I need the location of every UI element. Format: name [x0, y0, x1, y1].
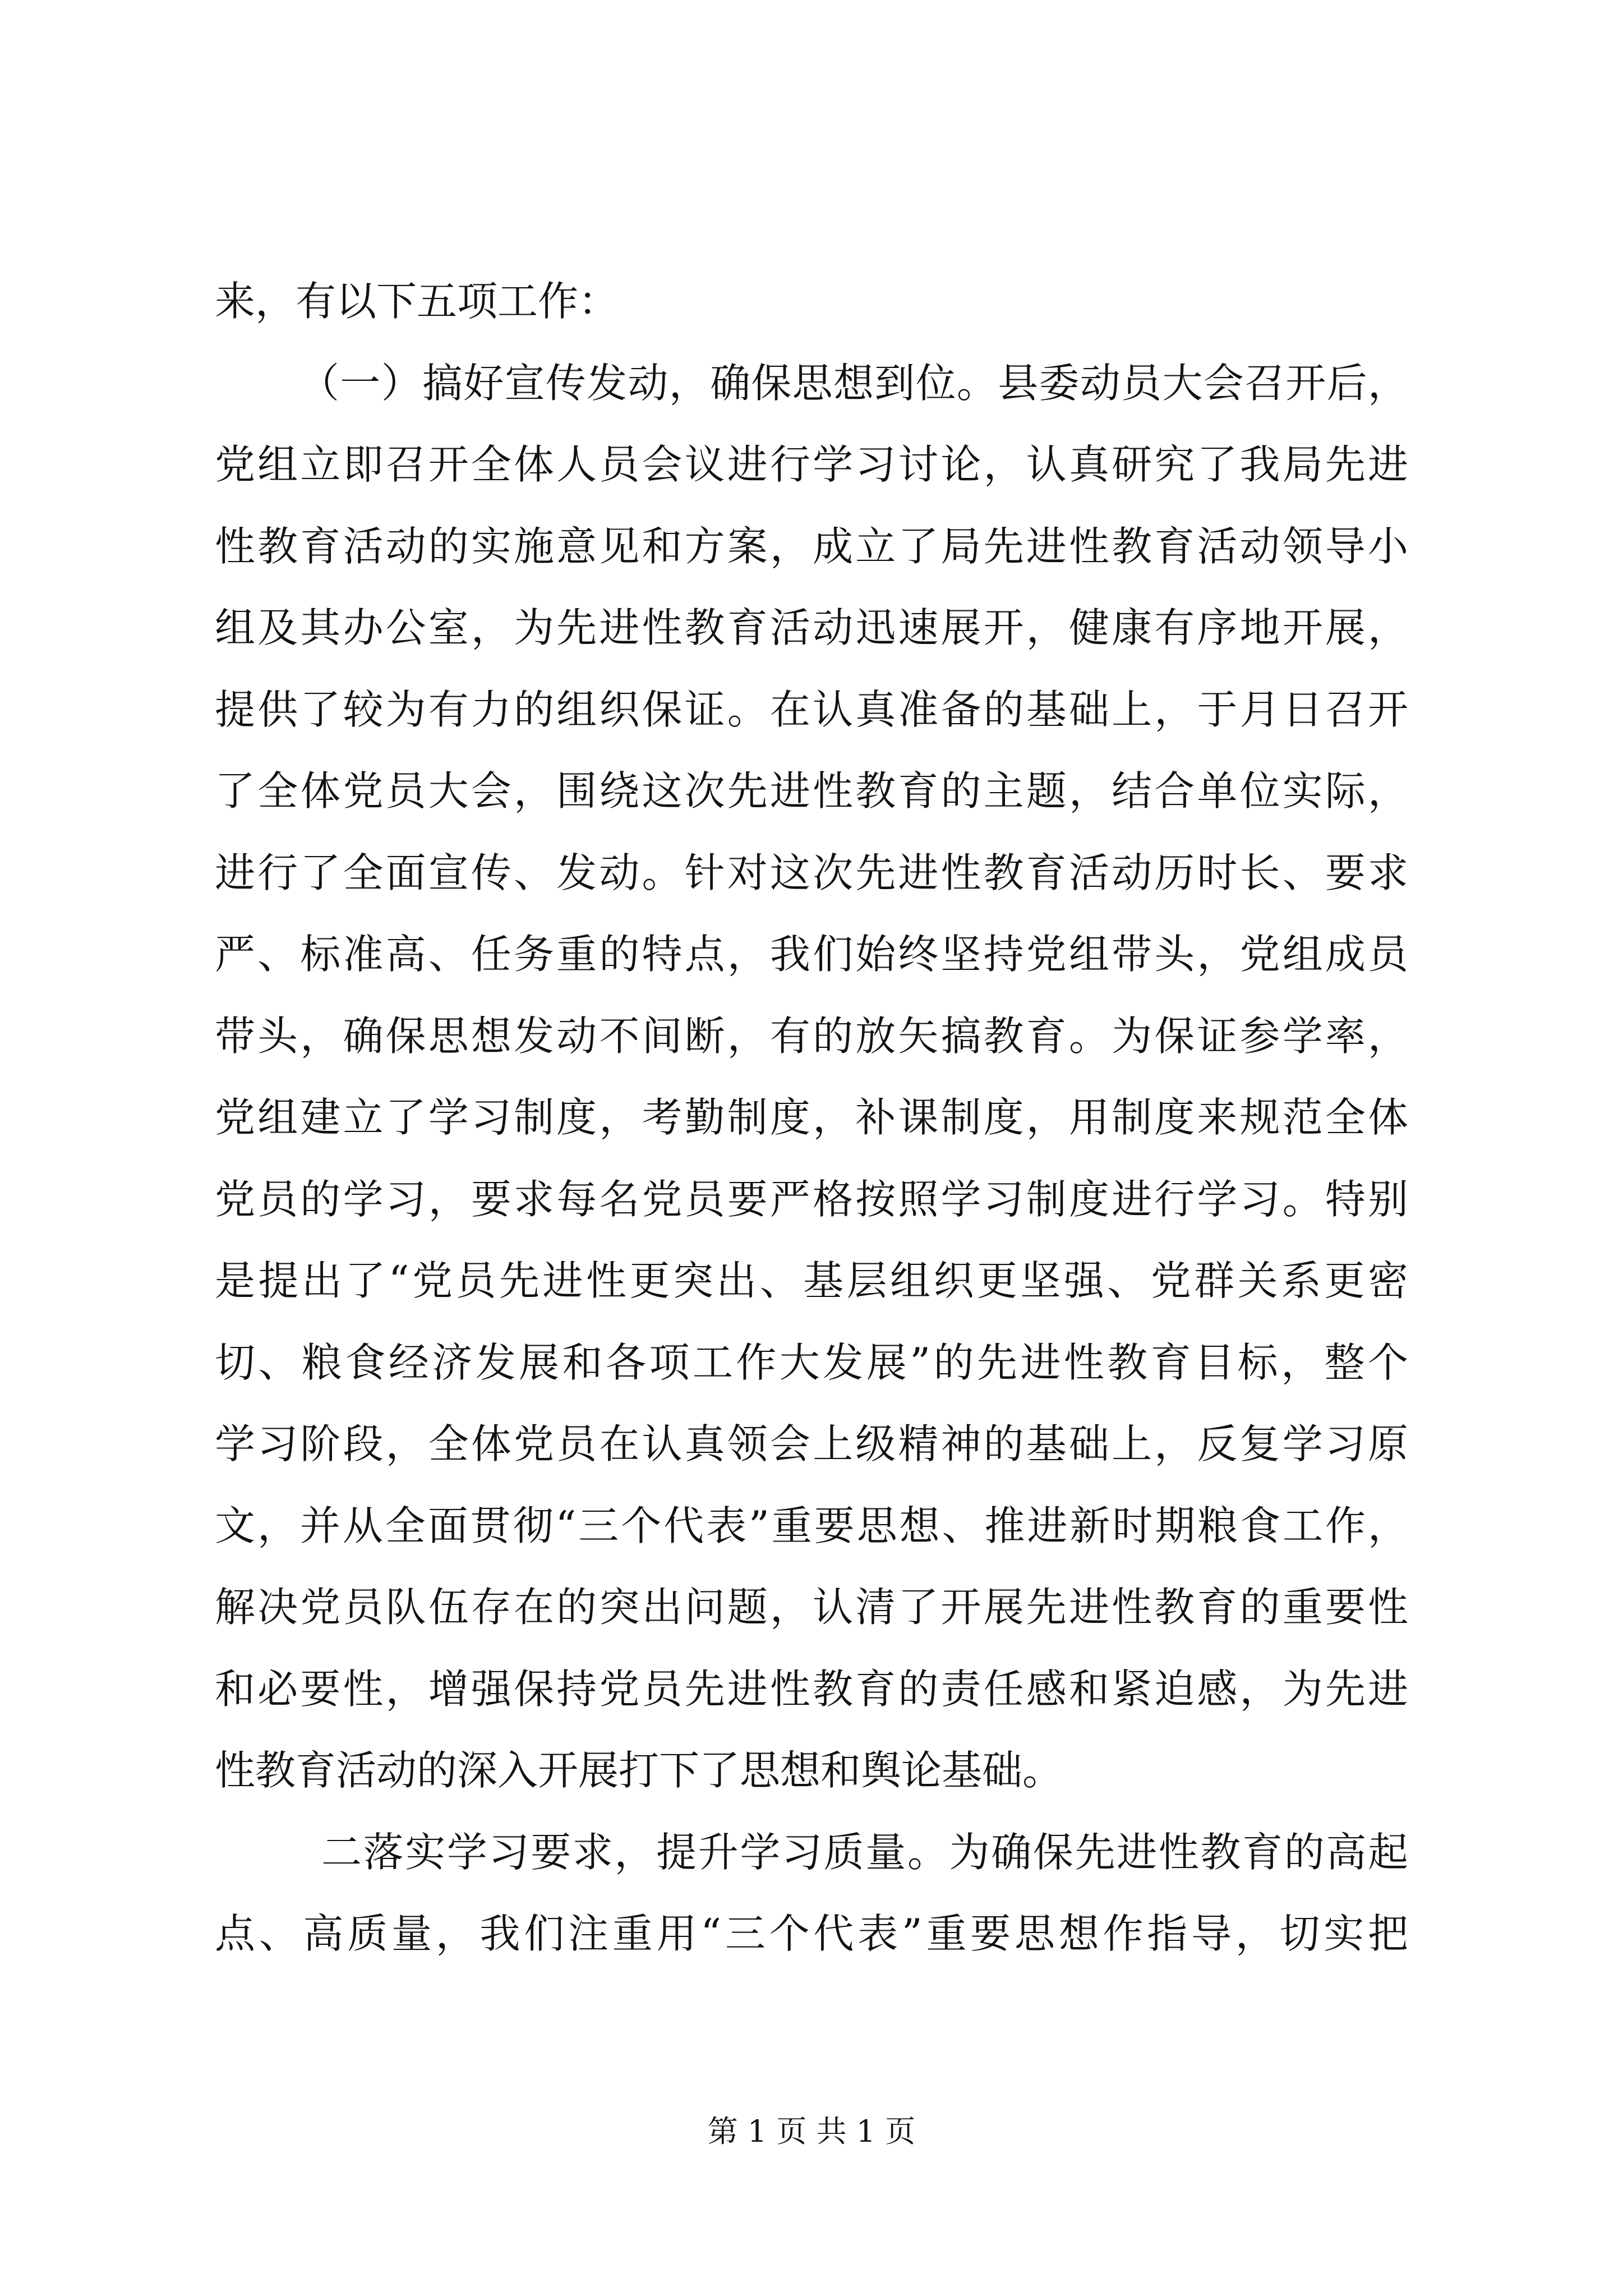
text-line: 党组建立了学习制度，考勤制度，补课制度，用制度来规范全体 — [215, 1094, 1408, 1141]
page-footer: 第 1 页 共 1 页 — [707, 2114, 916, 2149]
text-line: 严、标准高、任务重的特点，我们始终坚持党组带头，党组成员 — [215, 931, 1408, 978]
text-line: 来，有以下五项工作： — [215, 278, 619, 325]
text-line: 性教育活动的实施意见和方案，成立了局先进性教育活动领导小 — [215, 522, 1408, 570]
text-line: 党组立即召开全体人员会议进行学习讨论，认真研究了我局先进 — [215, 441, 1408, 488]
body-text — [215, 261, 1408, 1975]
text-line: 学习阶段，全体党员在认真领会上级精神的基础上，反复学习原 — [215, 1420, 1408, 1467]
text-line: 了全体党员大会，围绕这次先进性教育的主题，结合单位实际， — [215, 767, 1408, 815]
text-line: 点、高质量，我们注重用“三个代表”重要思想作指导，切实把 — [215, 1910, 1408, 1957]
text-line: 解决党员队伍存在的突出问题，认清了开展先进性教育的重要性 — [215, 1584, 1408, 1631]
text-line: 和必要性，增强保持党员先进性教育的责任感和紧迫感，为先进 — [215, 1665, 1408, 1713]
paragraph-heading-line: （一）搞好宣传发动，确保思想到位。县委动员大会召开后， — [299, 359, 1408, 407]
text-line: 提供了较为有力的组织保证。在认真准备的基础上，于月日召开 — [215, 685, 1408, 733]
text-line: 文，并从全面贯彻“三个代表”重要思想、推进新时期粮食工作， — [215, 1502, 1408, 1549]
text-line: 进行了全面宣传、发动。针对这次先进性教育活动历时长、要求 — [215, 849, 1408, 896]
text-line: 组及其办公室，为先进性教育活动迅速展开，健康有序地开展， — [215, 604, 1408, 651]
text-line: 性教育活动的深入开展打下了思想和舆论基础。 — [215, 1747, 1063, 1794]
paragraph-heading-line: 二落实学习要求，提升学习质量。为确保先进性教育的高起 — [321, 1828, 1408, 1876]
text-line: 切、粮食经济发展和各项工作大发展”的先进性教育目标，整个 — [215, 1338, 1408, 1386]
text-line: 带头，确保思想发动不间断，有的放矢搞教育。为保证参学率， — [215, 1012, 1408, 1060]
text-line: 是提出了“党员先进性更突出、基层组织更坚强、党群关系更密 — [215, 1257, 1408, 1304]
text-line: 党员的学习，要求每名党员要严格按照学习制度进行学习。特别 — [215, 1175, 1408, 1223]
